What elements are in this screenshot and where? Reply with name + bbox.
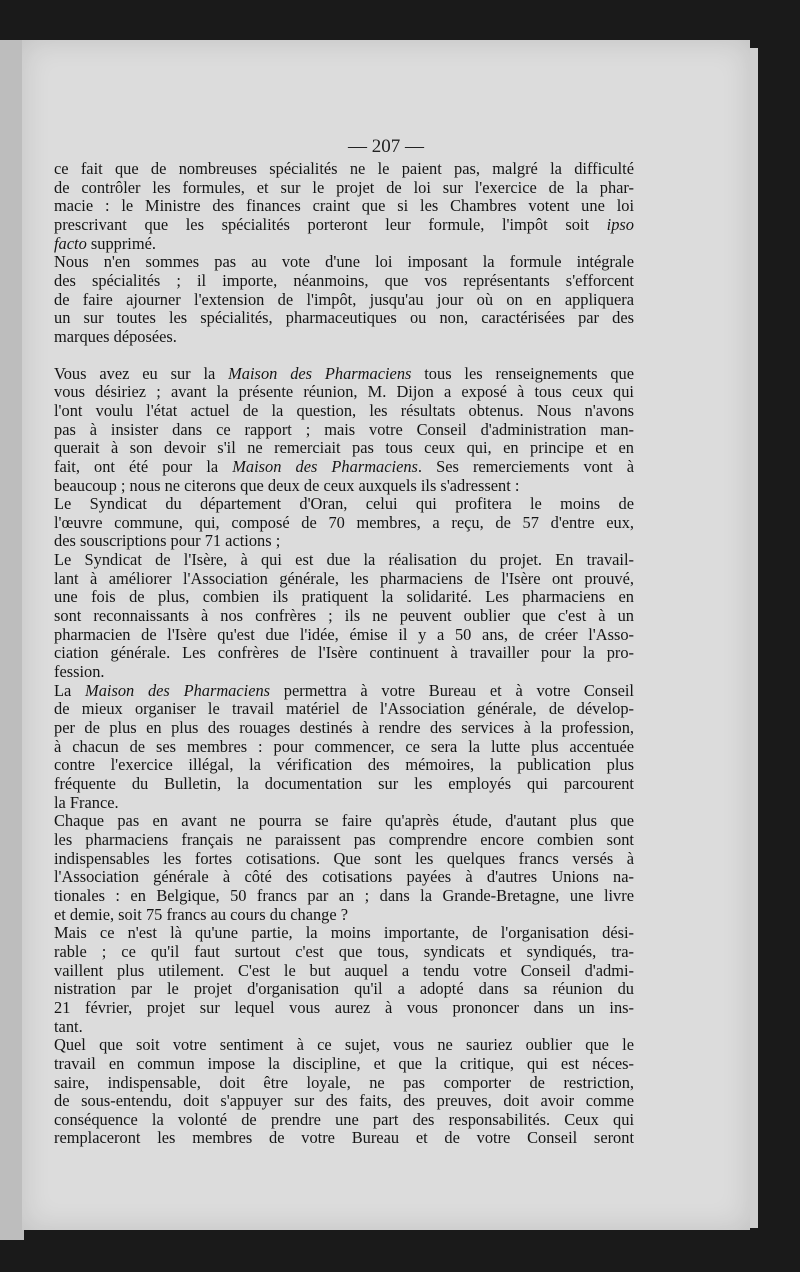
text-line: Le Syndicat de l'Isère, à qui est due la réalisation du projet. En travail-: [54, 550, 634, 570]
text-line: des spécialités ; il importe, néanmoins, que vos représentants s'efforcent: [54, 270, 634, 290]
text-line: lant à améliorer l'Association générale, les pharmaciens de l'Isère ont prouvé,: [54, 568, 634, 588]
text-line: l'œuvre commune, qui, composé de 70 membres, a reçu, de 57 d'entre eux,: [54, 512, 634, 532]
text-line: Chaque pas en avant ne pourra se faire qu'après étude, d'autant plus que: [54, 811, 634, 831]
page-number: — 207 —: [348, 136, 424, 157]
text-line: saire, indispensable, doit être loyale, ne pas comporter de restriction,: [54, 1072, 634, 1092]
text-line: l'ont voulu l'état actuel de la question, les résultats obtenus. Nous n'avons: [54, 400, 634, 420]
text-line: de faire ajourner l'extension de l'impôt, jusqu'au jour où on en appliquera: [54, 289, 634, 309]
text-line: fréquente du Bulletin, la documentation sur les employés qui parcourent: [54, 774, 634, 793]
text-line: Le Syndicat du département d'Oran, celui qui profitera le moins de: [54, 494, 634, 514]
text-line: beaucoup ; nous ne citerons que deux de ceux auxquels ils s'adressent :: [54, 475, 520, 495]
book-page: [22, 40, 750, 1230]
text-line: de contrôler les formules, et sur le projet de loi sur l'exercice de la phar-: [54, 177, 634, 197]
text-line: de mieux organiser le travail matériel de l'Association générale, de dévelop-: [54, 699, 634, 719]
body-text: [54, 160, 634, 1148]
text-line: conséquence la volonté de prendre une part des responsabilités. Ceux qui: [54, 1109, 634, 1129]
text-line: nistration par le projet d'organisation qu'il a adopté dans sa réunion du: [54, 979, 634, 999]
text-line: contre l'exercice illégal, la vérification des mémoires, la publication plus: [54, 755, 634, 775]
text-line: per de plus en plus des rouages destinés à rendre des services à la profession,: [54, 718, 634, 738]
text-line: remplaceront les membres de votre Bureau et de votre Conseil seront: [54, 1128, 634, 1148]
text-line: à chacun de ses membres : pour commencer, ce sera la lutte plus accentuée: [54, 736, 634, 756]
text-line: un sur toutes les spécialités, pharmaceutiques ou non, caractérisées par des: [54, 308, 634, 328]
text-line: tant.: [54, 1016, 83, 1036]
text-line: indispensables les fortes cotisations. Que sont les quelques francs versés à: [54, 848, 634, 868]
text-line: pas à insister dans ce rapport ; mais votre Conseil d'administration man-: [54, 419, 634, 439]
text-line: pharmacien de l'Isère qu'est due l'idée, émise il y a 50 ans, de créer l'Asso-: [54, 624, 634, 644]
text-line: ciation générale. Les confrères de l'Isère continuent à travailler pour la pro-: [54, 643, 634, 663]
text-line: l'Association générale à côté des cotisations payées à d'autres Unions na-: [54, 867, 634, 887]
text-line: macie : le Ministre des finances craint que si les Chambres votent une loi: [54, 196, 634, 216]
text-line: vaillent plus utilement. C'est le but auquel a tendu votre Conseil d'admi-: [54, 960, 634, 980]
text-line: une fois de plus, combien ils pratiquent la solidarité. Les pharmaciens en: [54, 587, 634, 607]
text-line: tionales : en Belgique, 50 francs par an ; dans la Grande-Bretagne, une livre: [54, 885, 634, 905]
text-line: facto supprimé.: [54, 233, 156, 253]
text-line: Nous n'en sommes pas au vote d'une loi imposant la formule intégrale: [54, 252, 634, 272]
text-line: 21 février, projet sur lequel vous aurez à vous prononcer dans un ins-: [54, 997, 634, 1017]
text-line: sont reconnaissants à nos confrères ; ils ne peuvent oublier que c'est à un: [54, 606, 634, 626]
left-page-edge: [0, 40, 24, 1240]
text-line: querait à son devoir s'il ne remerciait pas tous ceux qui, en principe et en: [54, 438, 634, 458]
text-line: la France.: [54, 792, 119, 812]
text-line: fait, ont été pour la Maison des Pharmaciens. Ses remerciements vont à: [54, 456, 634, 476]
text-line: rable ; ce qu'il faut surtout c'est que tous, syndicats et syndiqués, tra-: [54, 941, 634, 961]
text-line: travail en commun impose la discipline, et que la critique, qui est néces-: [54, 1053, 634, 1073]
text-line: et demie, soit 75 francs au cours du change ?: [54, 904, 349, 924]
text-line: prescrivant que les spécialités porteront leur formule, l'impôt soit ipso: [54, 214, 634, 234]
text-line: Quel que soit votre sentiment à ce sujet, vous ne sauriez oublier que le: [54, 1035, 634, 1055]
paragraph-gap: [54, 347, 634, 365]
text-line: Mais ce n'est là qu'une partie, la moins importante, de l'organisation dési-: [54, 923, 634, 943]
text-line: des souscriptions pour 71 actions ;: [54, 531, 281, 551]
text-line: marques déposées.: [54, 326, 177, 346]
text-line: fession.: [54, 662, 105, 682]
text-line: ce fait que de nombreuses spécialités ne le paient pas, malgré la difficulté: [54, 159, 634, 178]
text-line: La Maison des Pharmaciens permettra à votre Bureau et à votre Conseil: [54, 680, 634, 700]
text-line: vous désiriez ; avant la présente réunion, M. Dijon a exposé à tous ceux qui: [54, 382, 634, 402]
text-line: les pharmaciens français ne paraissent pas comprendre encore combien sont: [54, 829, 634, 849]
text-line: de sous-entendu, doit s'appuyer sur des faits, des preuves, doit avoir comme: [54, 1091, 634, 1111]
text-line: Vous avez eu sur la Maison des Pharmaciens tous les renseignements que: [54, 363, 634, 383]
